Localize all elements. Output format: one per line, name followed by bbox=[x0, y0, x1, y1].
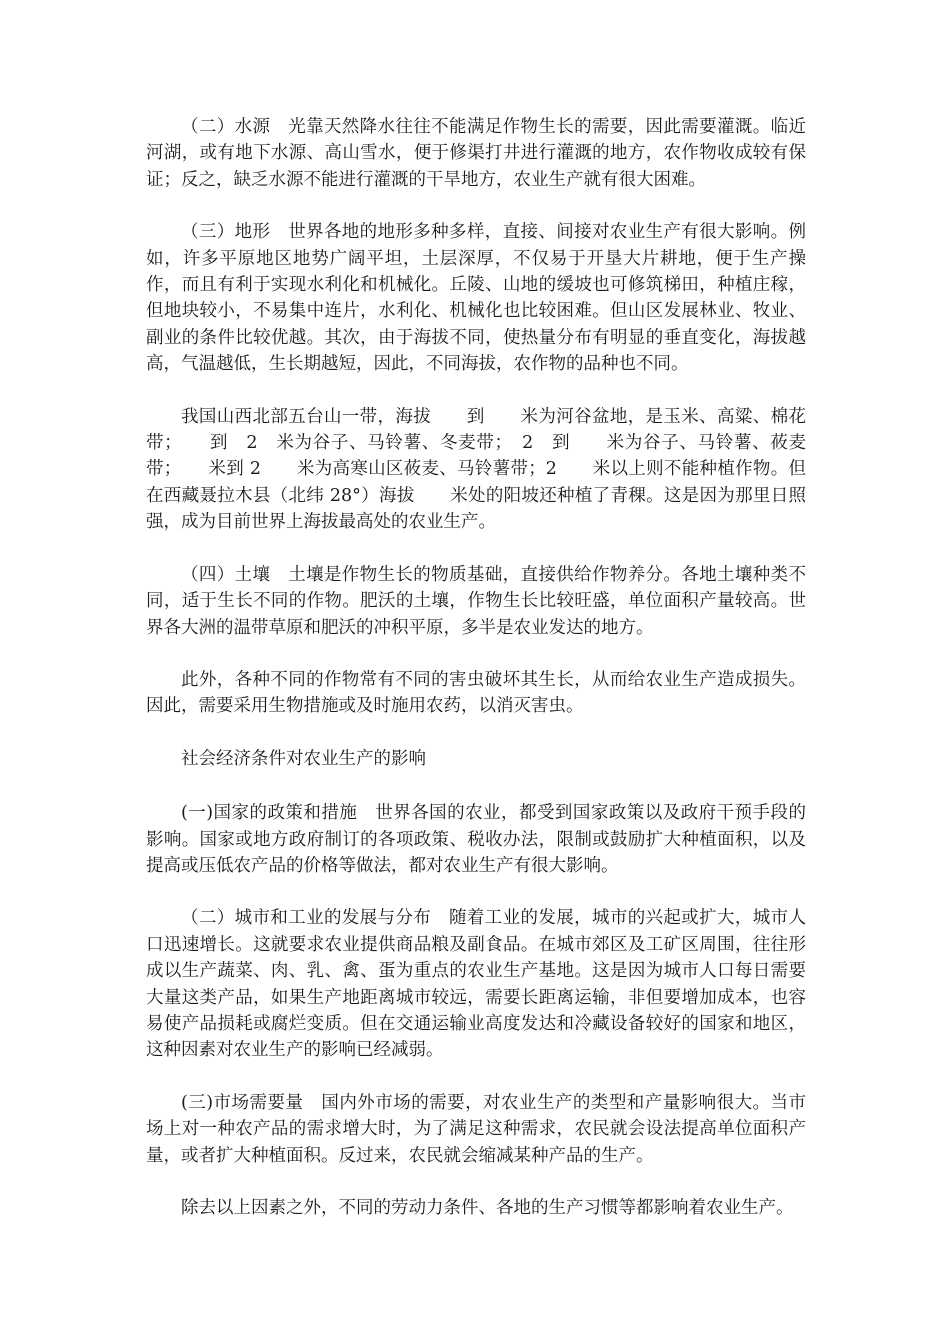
paragraph-cities-industry: （二）城市和工业的发展与分布 随着工业的发展，城市的兴起或扩大，城市人口迅速增长。这就要求农业提供商品粮及副食品。在城市郊区及工矿区周围，往往形成以生产蔬菜、肉、乳、禽、蛋为重点的农业生产基地。这是因为城市人口每日需要大量这类产品，如果生产地距离城市较远，需要长距离运输，非但要增加成本，也容易使产品损耗或腐烂变质。但在交通运输业高度发达和冷藏设备较好的国家和地区，这种因素对农业生产的影响已经减弱。 bbox=[146, 908, 806, 1061]
document-page bbox=[146, 114, 806, 1247]
paragraph-national-policy: (一)国家的政策和措施 世界各国的农业，都受到国家政策以及政府干预手段的影响。国家或地方政府制订的各项政策、税收办法，限制或鼓励扩大种植面积，以及提高或压低农产品的价格等做法，都对农业生产有很大影响。 bbox=[146, 803, 806, 876]
paragraph-pests: 此外，各种不同的作物常有不同的害虫破坏其生长，从而给农业生产造成损失。因此，需要采用生物措施或及时施用农药，以消灭害虫。 bbox=[146, 669, 806, 717]
paragraph-other-factors: 除去以上因素之外，不同的劳动力条件、各地的生产习惯等都影响着农业生产。 bbox=[181, 1198, 794, 1218]
paragraph-soil: （四）土壤 土壤是作物生长的物质基础，直接供给作物养分。各地土壤种类不同，适于生长不同的作物。肥沃的土壤，作物生长比较旺盛，单位面积产量较高。世界各大洲的温带草原和肥沃的冲积平原，多半是农业发达的地方。 bbox=[146, 564, 806, 638]
paragraph-wutai-mountain-example: 我国山西北部五台山一带，海拔 到 米为河谷盆地，是玉米、高粱、棉花带； 到 2 米为谷子、马铃薯、冬麦带； 2 到 米为谷子、马铃薯、莜麦带； 米到 2 米为高寒山区莜麦、马铃薯带；2 米以上则不能种植作物。但在西藏聂拉木县（北纬 28°）海拔 米处的阳坡还种植了青稞。这是因为那里日照强，成为目前世界上海拔最高处的农业生产。 bbox=[146, 406, 806, 533]
section-heading-socioeconomic: 社会经济条件对农业生产的影响 bbox=[181, 748, 426, 769]
paragraph-water-source: （二）水源 光靠天然降水往往不能满足作物生长的需要，因此需要灌溉。临近河湖，或有地下水源、高山雪水，便于修渠打井进行灌溉的地方，农作物收成较有保证；反之，缺乏水源不能进行灌溉的干旱地方，农业生产就有很大困难。 bbox=[146, 117, 806, 190]
paragraph-market-demand: (三)市场需要量 国内外市场的需要，对农业生产的类型和产量影响很大。当市场上对一种农产品的需求增大时，为了满足这种需求，农民就会设法提高单位面积产量，或者扩大种植面积。反过来，农民就会缩减某种产品的生产。 bbox=[146, 1092, 806, 1166]
paragraph-terrain: （三）地形 世界各地的地形多种多样，直接、间接对农业生产有很大影响。例如，许多平原地区地势广阔平坦，土层深厚，不仅易于开垦大片耕地，便于生产操作，而且有利于实现水利化和机械化。丘陵、山地的缓坡也可修筑梯田，种植庄稼，但地块较小，不易集中连片，水利化、机械化也比较困难。但山区发展林业、牧业、副业的条件比较优越。其次，由于海拔不同，使热量分布有明显的垂直变化，海拔越高，气温越低，生长期越短，因此，不同海拔，农作物的品种也不同。 bbox=[146, 222, 806, 375]
